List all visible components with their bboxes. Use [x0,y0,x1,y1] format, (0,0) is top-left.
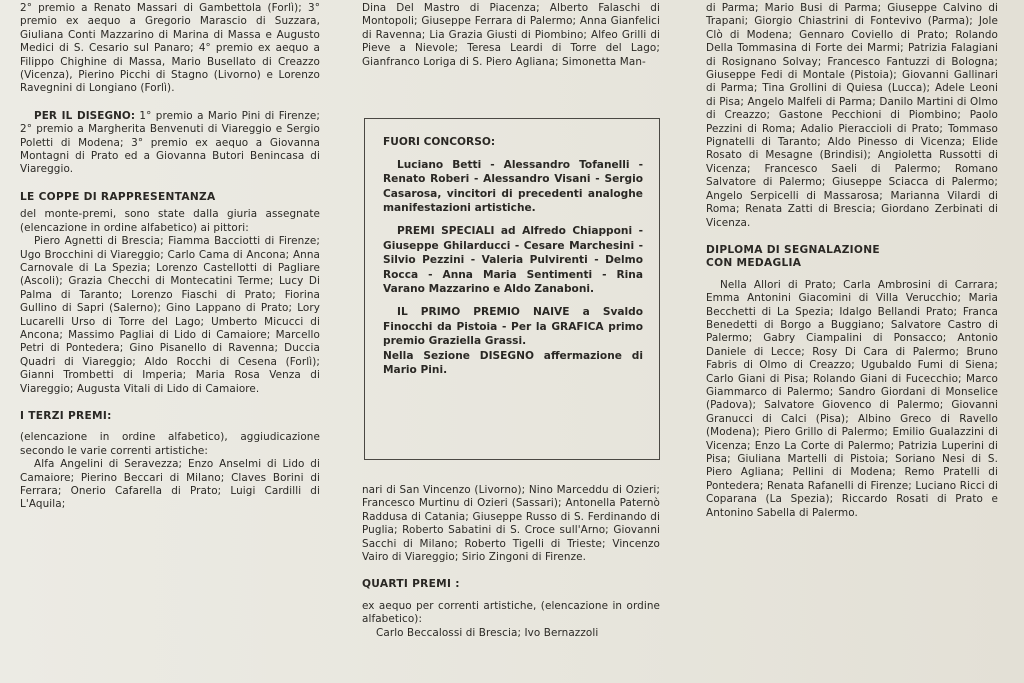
drawing-prizes-label: PER IL DISEGNO: [34,109,136,122]
special-prizes-box [364,118,660,460]
prizes-paragraph: 2° premio a Renato Massari di Gambettola (Forlì); 3° premio ex aequo a Gregorio Marascio di Suzzara, Giuliana Conti Mazzarino di Marina di Massa e Augusto Medici di S. Cesario sul Panaro; 4° premio ex aequo a Filippo Chighine di Massa, Mario Busellato di Creazzo (Vicenza), Pierino Picchi di Stagno (Livorno) e Lorenzo Ravegnini di Longiano (Forlì). [20,2,320,95]
terzi-list: Alfa Angelini di Seravezza; Enzo Anselmi di Lido di Camaiore; Pierino Beccari di Milano; Claves Borini di Ferrara; Onerio Cafarella di Prato; Luigi Cardilli di L'Aquila; [20,458,320,511]
diploma-heading-line-2: CON MEDAGLIA [706,257,802,270]
quarti-list: Carlo Beccalossi di Brescia; Ivo Bernazzoli [376,626,599,639]
fuori-concorso-text: Luciano Betti - Alessandro Tofanelli - Renato Roberi - Alessandro Visani - Sergio Casarosa, vincitori di precedenti analoghe manifestazioni artistiche. [383,158,643,215]
diploma-heading-line-1: DIPLOMA DI SEGNALAZIONE [706,243,880,256]
disegno-section-text: Nella Sezione DISEGNO affermazione di Mario Pini. [383,349,643,377]
left-column [20,2,320,512]
right-top-text: di Parma; Mario Busi di Parma; Giuseppe Calvino di Trapani; Giorgio Chiastrini di Fontevivo (Parma); Jole Clò di Modena; Gennaro Coviello di Prato; Rolando Della Tommasina di Forte dei Marmi; Patrizia Falagiani di Rosignano Solvay; Francesco Fantuzzi di Bologna; Giuseppe Fedi di Montale (Pistoia); Giovanni Gallinari di Parma; Tina Grollini di Quiesa (Lucca); Adele Leoni di Pisa; Angelo Malfeli di Parma; Danilo Martini di Olmo di Creazzo; Gastone Pecchioni di Piombino; Paolo Pezzini di Roma; Adalio Pieraccioli di Prato; Tommaso Pignatelli di Taranto; Aldo Pinesso di Vicenza; Elide Rosato di Mesagne (Brindisi); Angioletta Russotti di Vicenza; Francesco Saeli di Palermo; Romano Salvatore di Palermo; Giuseppe Sciacca di Palermo; Angelo Serpicelli di Massarosa; Marianna Vilardi di Roma; Renata Zatti di Brescia; Giordano Zerbinati di Vicenza. [706,2,998,229]
drawing-prizes-paragraph [20,110,320,177]
premi-speciali-text: PREMI SPECIALI ad Alfredo Chiapponi - Giuseppe Ghilarducci - Cesare Marchesini - Silvio Pezzini - Valeria Pulvirenti - Delmo Rocca - Anna Maria Sentimenti - Rina Varano Mazzarino e Aldo Zanaboni. [383,224,643,296]
terzi-heading: I TERZI PREMI: [20,409,112,422]
middle-bottom-text: nari di San Vincenzo (Livorno); Nino Marceddu di Ozieri; Francesco Murtinu di Ozieri (Sassari); Antonella Paternò Raddusa di Catania; Giuseppe Russo di S. Ferdinando di Puglia; Roberto Sabatini di S. Croce sull'Arno; Giovanni Sacchi di Milano; Roberto Tigelli di Trieste; Vincenzo Vairo di Viareggio; Sirio Zingoni di Firenze. [362,484,660,564]
drawing-prizes-text: 1° premio a Mario Pini di Firenze; 2° premio a Margherita Benvenuti di Viareggio e Sergio Poletti di Modena; 3° premio ex aequo a Giovanna Montagni di Prato ed a Giovanna Butori Benincasa di Viareggio. [20,109,320,176]
diploma-list: Nella Allori di Prato; Carla Ambrosini di Carrara; Emma Antonini Giacomini di Villa Verucchio; Maria Becchetti di La Spezia; Idalgo Bellandi Prato; Franca Benedetti di Borgo a Buggiano; Salvatore Castro di Palermo; Gabry Ciampalini di Ponsacco; Antonio Daniele di Lecce; Rosy Di Cara di Palermo; Bruno Fabris di Olmo di Creazzo; Ugubaldo Fumi di Siena; Carlo Giani di Pisa; Rolando Giani di Fucecchio; Marco Giammarco di Palermo; Sandro Giordani di Monselice (Padova); Salvatore Giovenco di Palermo; Giovanni Granucci di Calci (Pisa); Albino Greco di Ravello (Modena); Piero Grillo di Palermo; Emilio Gualazzini di Vicenza; Enzo La Corte di Palermo; Patrizia Luperini di Pisa; Giuliana Martelli di Pistoia; Soriano Nesi di S. Piero Agliana; Pellini di Modena; Remo Pratelli di Pontedera; Renata Rafanelli di Firenze; Luciano Ricci di Coparana (La Spezia); Riccardo Rosati di Prato e Antonino Sabella di Palermo. [706,278,998,519]
middle-column-bottom [362,484,660,640]
middle-top-text: Dina Del Mastro di Piacenza; Alberto Falaschi di Montopoli; Giuseppe Ferrara di Palermo; Anna Gianfelici di Ravenna; Lia Grazia Giusti di Piombino; Alfeo Grilli di Pieve a Nievole; Teresa Leardi di Torre del Lago; Gianfranco Loriga di S. Piero Agliana; Simonetta Man- [362,2,660,68]
fuori-concorso-heading: FUORI CONCORSO: [383,136,496,148]
terzi-intro: (elencazione in ordine alfabetico), aggiudicazione secondo le varie correnti artistiche: [20,431,320,457]
quarti-intro: ex aequo per correnti artistiche, (elencazione in ordine alfabetico): [362,599,660,626]
quarti-heading: QUARTI PREMI : [362,578,460,591]
right-column [706,2,998,520]
coppe-list: Piero Agnetti di Brescia; Fiamma Bacciotti di Firenze; Ugo Brocchini di Viareggio; Carlo Cama di Ancona; Anna Carnovale di La Spezia; Lorenzo Castellotti di Pagliare (Ascoli); Grazia Checchi di Montecatini Terme; Lucy Di Palma di Taranto; Lorenzo Fiaschi di Prato; Fiorina Gullino di Sapri (Salerno); Gino Lappano di Prato; Lory Lucarelli Urso di Torre del Lago; Umberto Micucci di Ancona; Massimo Pagliai di Lido di Camaiore; Marcello Petri di Pontedera; Gino Pisanello di Ravenna; Duccia Quadri di Viareggio; Aldo Rocchi di Cesena (Forlì); Gianni Trombetti di Imperia; Maria Rosa Venza di Viareggio; Augusta Vitali di Lido di Camaiore. [20,235,320,395]
middle-column-top [362,2,660,69]
coppe-intro: del monte-premi, sono state dalla giuria assegnate (elencazione in ordine alfabetico) ai pittori: [20,208,320,234]
naive-prize-text: IL PRIMO PREMIO NAIVE a Svaldo Finocchi da Pistoia - Per la GRAFICA primo premio Graziella Grassi. [383,305,643,348]
coppe-heading: LE COPPE DI RAPPRESENTANZA [20,190,216,203]
